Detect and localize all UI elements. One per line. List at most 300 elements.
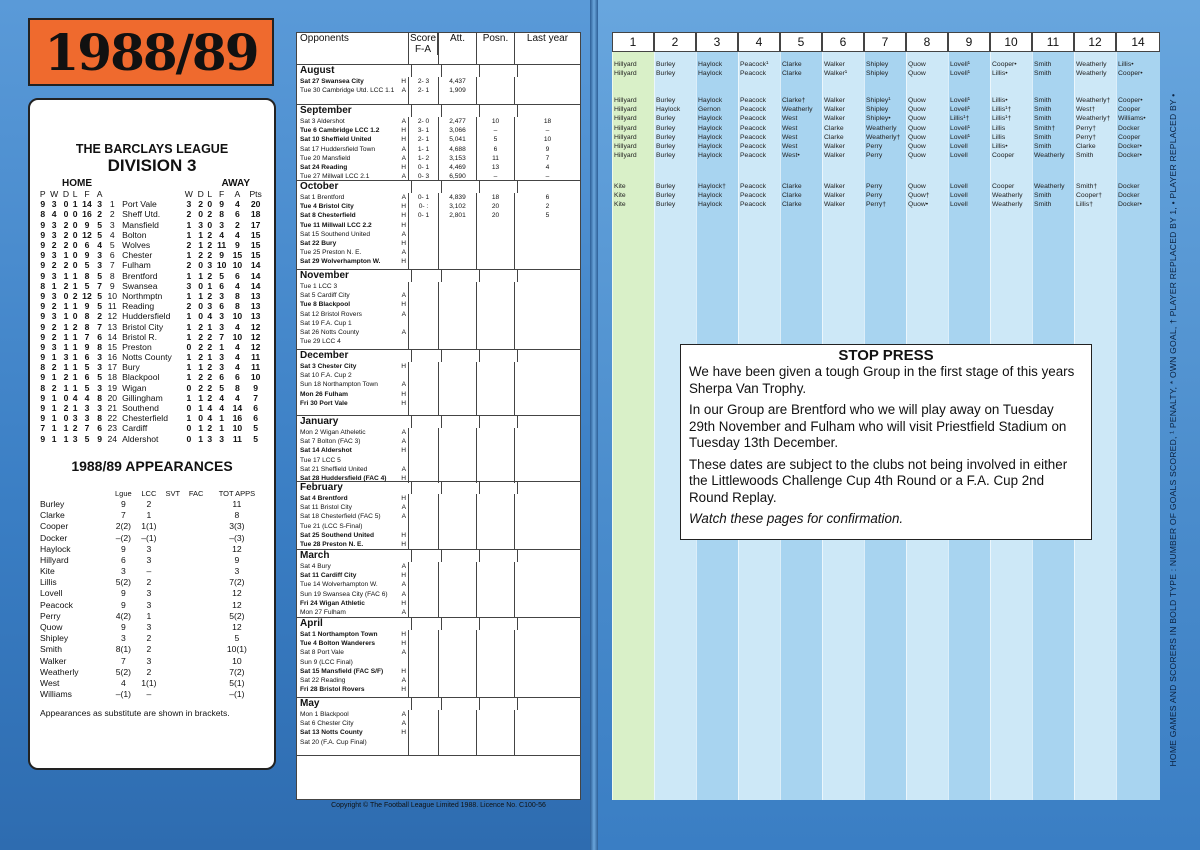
league-cell: 9 xyxy=(40,219,46,230)
fixture-score: 0- 1 xyxy=(409,193,439,202)
key-legend xyxy=(1160,60,1186,800)
fixture-position xyxy=(477,599,515,608)
league-cell: 16 xyxy=(232,413,243,424)
lineup-group xyxy=(612,96,1160,160)
lineup-player: Peacock xyxy=(740,115,767,123)
apps-cell: – xyxy=(146,566,152,577)
fixture-opponent-name: Sat 19 F.A. Cup 1 xyxy=(300,319,352,327)
month-posn-cell xyxy=(480,65,518,77)
fixture-row xyxy=(297,310,580,319)
month-score-cell xyxy=(412,416,442,428)
lineup-player: Quow• xyxy=(908,201,929,209)
lineup-row xyxy=(612,142,1160,151)
league-cell: 0 xyxy=(63,392,69,403)
month-posn-cell xyxy=(480,618,518,630)
lineup-player: Burley xyxy=(656,152,676,160)
league-cell: 2 xyxy=(207,250,213,261)
league-cell: 2 xyxy=(207,209,213,220)
fixture-row xyxy=(297,522,580,531)
fixture-last-year xyxy=(515,248,580,257)
fixture-opponent xyxy=(297,580,409,589)
fixture-last-year xyxy=(515,658,580,667)
fixture-empty-cell xyxy=(515,95,580,104)
apps-cell xyxy=(161,644,184,655)
league-cell: 1 xyxy=(51,423,57,434)
league-cell: 3 xyxy=(198,219,204,230)
fixture-last-year xyxy=(515,77,580,86)
league-cell: 1 xyxy=(186,250,192,261)
month-header xyxy=(297,482,580,494)
lineup-player: Lovell xyxy=(950,142,968,150)
fixture-last-year xyxy=(515,371,580,380)
month-name-label: April xyxy=(300,618,412,630)
league-cell: 3 xyxy=(219,362,224,373)
fixture-attendance xyxy=(439,300,477,309)
fixture-position xyxy=(477,428,515,437)
month-header xyxy=(297,350,580,362)
league-cell: 1 xyxy=(51,433,57,444)
fixture-row xyxy=(297,371,580,380)
apps-cell: 3 xyxy=(234,566,240,577)
league-cell: 9 xyxy=(235,240,240,251)
fixture-venue: A xyxy=(401,249,406,257)
league-cell: 3 xyxy=(51,341,57,352)
fixture-opponent xyxy=(297,380,409,389)
fixture-opponent xyxy=(297,239,409,248)
fixtures-body xyxy=(297,65,580,756)
lineup-player: Hillyard xyxy=(614,133,637,141)
month-att-cell xyxy=(442,482,480,494)
league-row xyxy=(38,342,266,352)
fixture-score xyxy=(409,456,439,465)
fixture-opponent xyxy=(297,738,409,747)
month-posn-cell xyxy=(480,550,518,562)
fixture-filler xyxy=(297,747,580,755)
league-cell: 2 xyxy=(207,270,213,281)
lineup-player: Hillyard xyxy=(614,124,637,132)
league-cell: 0 xyxy=(207,219,213,230)
league-cell: 8 xyxy=(40,362,46,373)
apps-cell: 12 xyxy=(232,588,242,599)
league-row xyxy=(38,240,266,250)
fixture-score: 2- 1 xyxy=(409,86,439,95)
apps-player: Shipley xyxy=(40,633,69,644)
apps-cell xyxy=(184,689,207,700)
fixture-opponent xyxy=(297,630,409,639)
league-cell: 3 xyxy=(97,382,102,393)
league-cell: 1 xyxy=(186,290,192,301)
lineup-player: Cooper xyxy=(992,152,1015,160)
stop-press-para-3: These dates are subject to the clubs not being involved in either the Littlewoods Challenge Cup 4th Round or a F.A. Cup 2nd Round Replay. xyxy=(689,456,1068,505)
lineup-player: Lovell¹ xyxy=(950,124,971,132)
fixture-score: 0- : xyxy=(409,202,439,211)
league-position: 17 xyxy=(107,362,117,373)
league-cell: 1 xyxy=(63,301,69,312)
lineup-player: Smith† xyxy=(1034,124,1056,132)
lineup-player: Burley xyxy=(656,124,676,132)
fixture-attendance xyxy=(439,319,477,328)
fixture-row xyxy=(297,676,580,685)
league-cell: 8 xyxy=(84,321,90,332)
lineup-player: Cooper• xyxy=(1118,70,1143,78)
apps-cell: 6 xyxy=(120,554,126,565)
lineup-player: West xyxy=(782,124,798,132)
fixture-opponent xyxy=(297,230,409,239)
month-posn-cell xyxy=(480,270,518,282)
lineup-player: Smith† xyxy=(1076,183,1098,190)
fixture-position xyxy=(477,590,515,599)
league-cell: 12 xyxy=(82,229,92,240)
league-row xyxy=(38,301,266,311)
lineup-player: Gernon xyxy=(698,106,721,114)
fixture-score: 1- 1 xyxy=(409,145,439,154)
league-cell: 1 xyxy=(51,280,57,291)
fixture-empty-cell xyxy=(297,747,409,755)
league-cell: 1 xyxy=(72,270,78,281)
apps-cell xyxy=(184,611,207,622)
lineup-player: Smith xyxy=(1034,142,1052,150)
lineup-player: Smith xyxy=(1034,97,1052,104)
league-team: Southend xyxy=(122,403,159,414)
appearances-body xyxy=(38,499,266,700)
fixture-position xyxy=(477,728,515,737)
league-cell: 1 xyxy=(63,382,69,393)
fixture-last-year xyxy=(515,428,580,437)
apps-row xyxy=(38,566,266,577)
league-cell: 2 xyxy=(186,209,192,220)
fixture-attendance: 3,102 xyxy=(439,202,477,211)
league-col-header: Pts xyxy=(249,189,262,200)
apps-row xyxy=(38,555,266,566)
league-row xyxy=(38,403,266,413)
league-row xyxy=(38,362,266,372)
league-row xyxy=(38,423,266,433)
league-cell: 2 xyxy=(51,301,57,312)
fixture-venue: A xyxy=(401,328,406,336)
fixture-last-year xyxy=(515,310,580,319)
fixture-attendance: 2,801 xyxy=(439,211,477,220)
fixture-attendance xyxy=(439,239,477,248)
apps-cell: 11 xyxy=(232,498,242,509)
apps-row xyxy=(38,622,266,633)
league-cell: 0 xyxy=(72,240,78,251)
fixture-filler xyxy=(297,267,580,269)
fixture-position xyxy=(477,710,515,719)
apps-col-header: FAC xyxy=(188,488,204,498)
fixture-venue: A xyxy=(401,504,406,512)
apps-cell xyxy=(161,521,184,532)
fixture-opponent-name: Sat 4 Bury xyxy=(300,563,331,570)
fixture-last-year: – xyxy=(545,173,550,181)
league-cell: 14 xyxy=(82,199,92,210)
month-score-cell xyxy=(412,550,442,562)
fixture-venue: A xyxy=(401,118,406,125)
league-position: 1 xyxy=(109,199,115,210)
fixture-position xyxy=(477,310,515,319)
apps-cell: –(1) xyxy=(115,689,131,700)
fixture-venue: H xyxy=(401,399,406,407)
fixture-opponent xyxy=(297,648,409,657)
opponents-header-label: Opponents xyxy=(300,33,349,44)
fixture-opponent xyxy=(297,685,409,694)
league-cell: 3 xyxy=(207,301,213,312)
fixture-opponent xyxy=(297,362,409,371)
league-cell: 2 xyxy=(198,352,204,363)
apps-player: Kite xyxy=(40,566,55,577)
league-cell: 2 xyxy=(207,362,213,373)
fixture-venue: A xyxy=(401,429,406,436)
league-team: Blackpool xyxy=(122,372,160,383)
league-cell: 2 xyxy=(207,382,213,393)
fixture-row xyxy=(297,608,580,617)
fixture-opponent-name: Sat 24 Reading xyxy=(300,163,348,171)
league-cell: 16 xyxy=(82,209,92,220)
lineup-player: Cooper• xyxy=(1118,97,1143,104)
fixture-opponent xyxy=(297,291,409,300)
league-cell: 2 xyxy=(207,341,213,352)
fixture-empty-cell xyxy=(297,408,409,415)
lineup-player: Walker xyxy=(824,192,845,200)
fixture-attendance xyxy=(439,630,477,639)
fixture-row xyxy=(297,126,580,135)
lineup-col-number: 3 xyxy=(696,32,738,52)
apps-cell: 9 xyxy=(120,599,126,610)
lineup-player: Burley xyxy=(656,183,676,190)
lineup-player: Perry† xyxy=(1076,124,1097,132)
lineup-player: West xyxy=(782,133,798,141)
fixture-row xyxy=(297,221,580,230)
apps-row xyxy=(38,678,266,689)
league-team: Chester xyxy=(122,250,153,261)
league-cell: 3 xyxy=(72,413,78,424)
fixture-score xyxy=(409,738,439,747)
league-table-header xyxy=(38,189,266,199)
fixture-opponent xyxy=(297,667,409,676)
lineup-player: Lovell xyxy=(950,152,968,160)
month-posn-cell xyxy=(480,482,518,494)
league-cell: 9 xyxy=(219,250,224,261)
lineup-player: Perry† xyxy=(866,201,887,209)
month-att-cell xyxy=(442,270,480,282)
fixture-row xyxy=(297,446,580,455)
fixture-score xyxy=(409,540,439,549)
fixture-last-year: 2 xyxy=(545,203,550,211)
league-cell: 2 xyxy=(198,321,204,332)
apps-cell: 8(1) xyxy=(115,644,131,655)
league-table-body xyxy=(38,199,266,444)
league-cell: 3 xyxy=(97,362,102,373)
lineup-col-number: 2 xyxy=(654,32,696,52)
lineup-col-number: 6 xyxy=(822,32,864,52)
lineup-player: Lovell xyxy=(950,201,968,209)
league-cell: 2 xyxy=(198,331,204,342)
fixture-opponent xyxy=(297,710,409,719)
league-team: Bury xyxy=(122,362,140,373)
league-cell: 14 xyxy=(250,260,261,271)
lineup-group xyxy=(612,182,1160,210)
league-cell: 1 xyxy=(198,433,204,444)
month-score-cell xyxy=(412,105,442,117)
league-row xyxy=(38,199,266,209)
fixture-venue: H xyxy=(401,495,406,502)
lineup-player: Lovell¹ xyxy=(950,70,971,78)
apps-player: Peacock xyxy=(40,599,73,610)
lineup-player: Smith xyxy=(1034,61,1052,68)
league-cell: 8 xyxy=(235,382,240,393)
lineup-player: Lovell¹ xyxy=(950,133,971,141)
fixture-score xyxy=(409,531,439,540)
fixture-row xyxy=(297,86,580,95)
apps-cell: 1(1) xyxy=(141,521,157,532)
fixture-opponent-name: Sat 20 (F.A. Cup Final) xyxy=(300,738,367,746)
lineup-player: Kite xyxy=(614,183,626,190)
fixture-opponent-name: Tue 17 LCC 5 xyxy=(300,456,341,464)
fixture-score xyxy=(409,465,439,474)
league-position: 23 xyxy=(107,423,117,434)
fixture-attendance xyxy=(439,658,477,667)
fixture-position: 18 xyxy=(477,193,515,202)
fixture-score xyxy=(409,658,439,667)
league-row xyxy=(38,209,266,219)
fixture-opponent-name: Sat 25 Southend United xyxy=(300,531,375,539)
season-year: 1988/89 xyxy=(44,22,258,82)
lineup-col-number: 10 xyxy=(990,32,1032,52)
fixture-last-year xyxy=(515,328,580,337)
apps-cell xyxy=(184,656,207,667)
fixture-score xyxy=(409,630,439,639)
fixture-opponent-name: Fri 28 Bristol Rovers xyxy=(300,686,365,694)
league-cell: 2 xyxy=(207,290,213,301)
fixture-venue: H xyxy=(401,640,406,648)
fixture-row xyxy=(297,193,580,202)
fixture-attendance xyxy=(439,571,477,580)
apps-cell: 10 xyxy=(232,655,242,666)
fixture-opponent xyxy=(297,211,409,220)
league-cell: 0 xyxy=(72,260,78,271)
fixture-opponent-name: Sat 10 Sheffield United xyxy=(300,136,372,144)
lineup-col-number: 1 xyxy=(612,32,654,52)
league-cell: 3 xyxy=(97,352,102,363)
fixture-venue: H xyxy=(401,631,406,638)
lineup-player: Perry xyxy=(866,183,883,190)
last-year-header: Last year xyxy=(526,33,569,44)
league-title xyxy=(38,142,266,176)
league-cell: 1 xyxy=(72,352,78,363)
apps-cell: 10(1) xyxy=(226,644,247,655)
league-cell: 1 xyxy=(219,413,224,424)
fixture-attendance: 6,590 xyxy=(439,172,477,181)
league-cell: 9 xyxy=(84,219,90,230)
league-cell: 12 xyxy=(250,341,261,352)
league-position: 20 xyxy=(107,392,117,403)
fixture-score xyxy=(409,571,439,580)
fixture-opponent xyxy=(297,719,409,728)
fixture-row xyxy=(297,630,580,639)
lineup-player: Lillis¹† xyxy=(992,106,1012,114)
fixture-opponent xyxy=(297,599,409,608)
fixture-position xyxy=(477,380,515,389)
league-cell: 1 xyxy=(51,403,57,414)
apps-cell: 3(3) xyxy=(229,521,245,532)
lineup-player: Peacock xyxy=(740,133,767,141)
apps-cell: 2 xyxy=(146,577,152,588)
fixture-position xyxy=(477,300,515,309)
lineup-player: Haylock xyxy=(698,124,723,132)
league-team: Bristol City xyxy=(122,321,164,332)
fixture-venue: H xyxy=(401,258,406,266)
lineup-player: Lillis• xyxy=(992,142,1008,150)
league-cell: 6 xyxy=(84,372,90,383)
fixture-attendance xyxy=(439,667,477,676)
fixture-last-year: 18 xyxy=(543,118,552,125)
lineup-player: Burley xyxy=(656,97,676,104)
fixture-score xyxy=(409,494,439,503)
fixture-opponent xyxy=(297,221,409,230)
fixture-opponent xyxy=(297,310,409,319)
league-team: Mansfield xyxy=(122,219,159,230)
league-cell: 9 xyxy=(40,229,46,240)
fixture-score xyxy=(409,599,439,608)
fixture-score xyxy=(409,685,439,694)
month-block xyxy=(297,105,580,181)
league-cell: 9 xyxy=(40,240,46,251)
lineup-player: Smith xyxy=(1034,133,1052,141)
lineup-player: Kite xyxy=(614,201,626,209)
lineup-player: Hillyard xyxy=(614,152,637,160)
fixture-venue: H xyxy=(401,390,406,398)
fixture-score xyxy=(409,380,439,389)
league-cell: 1 xyxy=(198,290,204,301)
fixture-score xyxy=(409,437,439,446)
league-cell: 1 xyxy=(198,240,204,251)
lineup-player: Peacock xyxy=(740,192,767,200)
apps-cell: 3 xyxy=(146,543,152,554)
fixture-opponent xyxy=(297,371,409,380)
fixture-last-year xyxy=(515,738,580,747)
fixture-opponent-name: Sun 18 Northampton Town xyxy=(300,381,378,389)
lineup-player: Clarke xyxy=(824,133,844,141)
league-cell: 0 xyxy=(72,250,78,261)
fixture-opponent xyxy=(297,248,409,257)
fixture-score: 3- 1 xyxy=(409,126,439,135)
league-team: Chesterfield xyxy=(122,413,168,424)
lineup-player: Haylock xyxy=(698,192,723,200)
league-row xyxy=(38,250,266,260)
fixture-position xyxy=(477,337,515,346)
fixtures-table xyxy=(296,32,581,800)
league-team: Reading xyxy=(122,301,155,312)
fixture-last-year xyxy=(515,599,580,608)
lineup-player: Weatherly xyxy=(1034,183,1065,190)
fixture-last-year: – xyxy=(545,127,550,135)
league-row xyxy=(38,230,266,240)
fixture-opponent-name: Sat 22 Reading xyxy=(300,676,346,684)
league-row xyxy=(38,393,266,403)
fixture-row xyxy=(297,728,580,737)
fixture-attendance xyxy=(439,465,477,474)
league-team: Bolton xyxy=(122,229,147,240)
league-cell: 5 xyxy=(84,260,90,271)
apps-cell: 7(2) xyxy=(229,666,245,677)
apps-cell xyxy=(184,555,207,566)
lineup-player: Smith xyxy=(1034,192,1052,200)
league-cell: 1 xyxy=(186,331,192,342)
lineup-player: Lovell¹ xyxy=(950,61,971,68)
lineup-player: Smith xyxy=(1076,152,1094,160)
fixture-score xyxy=(409,522,439,531)
fixture-position xyxy=(477,465,515,474)
fixture-opponent-name: Sat 8 Chesterfield xyxy=(300,212,356,220)
